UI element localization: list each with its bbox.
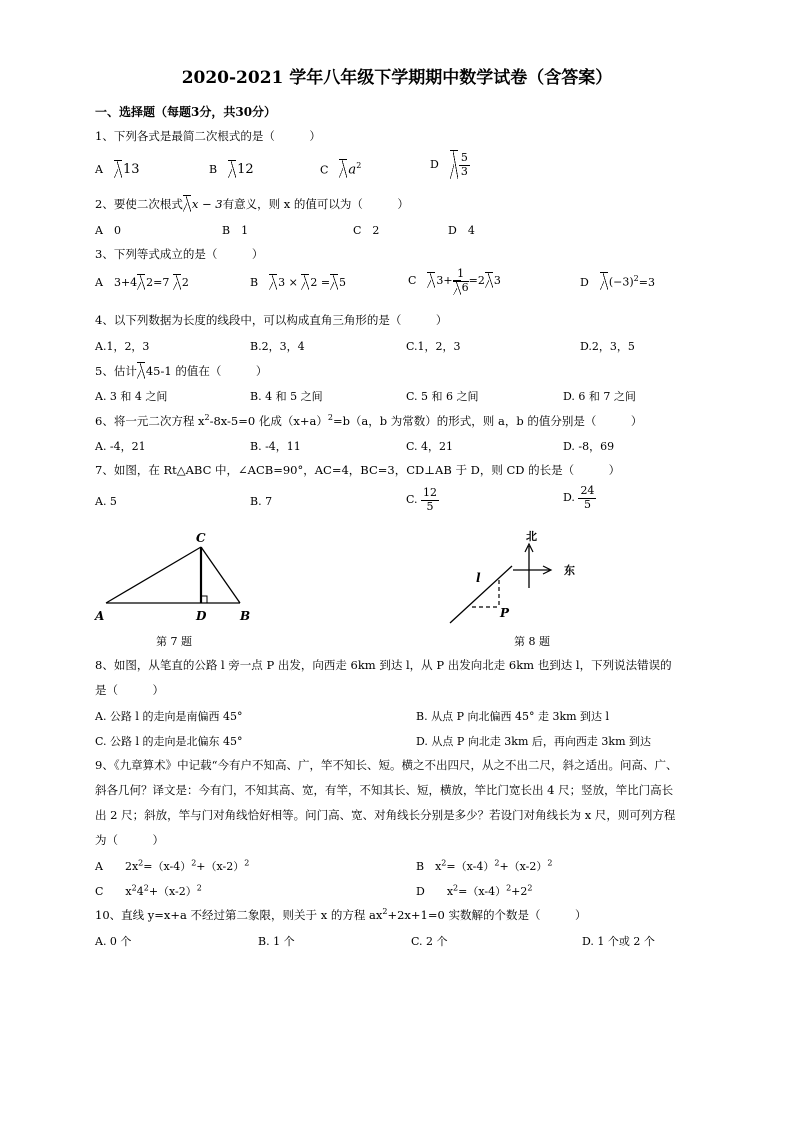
q9-option-d[interactable]: D $x^2=(x-4)^2+2^2$ [416,883,533,898]
q8-option-a[interactable]: A. 公路 l 的走向是南偏西 45° [95,710,243,723]
q4-option-c[interactable]: C.1，2，3 [406,340,461,353]
q7-option-c[interactable]: C. $\frac{12}{5}$ [406,486,438,513]
q3-option-d[interactable]: D $(-3)^2=3$ [580,274,655,289]
question-4: 4、以下列数据为长度的线段中，可以构成直角三角形的是（ ） [95,313,448,327]
question-8-line-2: 是（ ） [95,683,164,697]
question-9-line-2: 斜各几何？译文是：今有门，不知其高、宽，有竿，不知其长、短，横放，竿比门宽长出 4 尺；竖放，竿比门高长 [95,783,674,797]
q7-option-b[interactable]: B. 7 [250,495,273,508]
q10-option-a[interactable]: A. 0 个 [95,935,132,948]
q6-option-c[interactable]: C. 4，21 [406,440,454,453]
figure-7-triangle [90,526,260,626]
q2-option-b[interactable]: B 1 [222,224,249,237]
question-3: 3、下列等式成立的是（ ） [95,247,264,261]
q2-option-c[interactable]: C 2 [353,224,380,237]
q8-option-b[interactable]: B. 从点 P 向北偏西 45° 走 3km 到达 l [416,710,610,723]
q8-option-d[interactable]: D. 从点 P 向北走 3km 后，再向西走 3km 到达 [416,735,651,748]
q5-option-b[interactable]: B. 4 和 5 之间 [250,390,323,403]
side-ac [106,547,201,603]
q10-option-d[interactable]: D. 1 个或 2 个 [582,935,655,948]
q1-option-d[interactable]: D $\frac{5}{3}$ [430,151,468,178]
q3-option-a[interactable]: A 3+4 2=7 2 [95,276,189,289]
q10-option-c[interactable]: C. 2 个 [411,935,448,948]
q10-option-b[interactable]: B. 1 个 [258,935,295,948]
question-7: 7、如图，在 Rt△ABC 中，∠ACB=90°，AC=4，BC=3，CD⊥AB 于 D，则 CD 的长是（ ） [95,463,621,477]
question-1: 1、下列各式是最简二次根式的是（ ） [95,129,321,143]
question-5: 5、估计 45-1 的值在（ ） [95,364,268,378]
q1-option-a[interactable]: A 13 [95,162,140,177]
q8-option-c[interactable]: C. 公路 l 的走向是北偏东 45° [95,735,243,748]
q4-option-d[interactable]: D.2，3，5 [580,340,635,353]
q6-option-b[interactable]: B. -4，11 [250,440,301,453]
label-b: B [240,609,251,623]
q4-option-a[interactable]: A.1，2，3 [95,340,150,353]
q9-option-c[interactable]: C $x^24^2+(x-2)^2$ [95,883,202,898]
label-p: P [500,606,510,620]
label-d: D [196,609,207,623]
q7-option-d[interactable]: D. $\frac{24}{5}$ [563,484,595,511]
q5-option-c[interactable]: C. 5 和 6 之间 [406,390,479,403]
label-c: C [196,531,206,545]
figure-8-caption: 第 8 题 [514,635,550,648]
q4-option-b[interactable]: B.2，3，4 [250,340,305,353]
figure-8-compass [440,526,590,630]
question-8-line-1: 8、如图，从笔直的公路 l 旁一点 P 出发，向西走 6km 到达 l，从 P 出发向北走 6km 也到达 l，下列说法错误的 [95,658,672,672]
q9-option-a[interactable]: A $2x^2=(x-4)^2+(x-2)^2$ [95,858,250,873]
page-title: 2020-2021 学年八年级下学期期中数学试卷（含答案） [181,68,613,88]
q3-option-c[interactable]: C 3+ $\frac{1}{6}$ =2 3 [408,267,501,294]
question-9-line-3: 出 2 尺；斜放，竿与门对角线恰好相等。问门高、宽、对角线长分别是多少？若设门对角线长为 x 尺，则可列方程 [95,808,676,822]
q1-option-b[interactable]: B 12 [209,162,254,177]
q2-option-a[interactable]: A 0 [95,224,121,237]
question-10: 10、直线 y=x+a 不经过第二象限，则关于 x 的方程 $ax^2+2x+1=0$ 实数解的个数是（ ） [95,907,587,922]
label-east: 东 [564,564,575,577]
q2-option-d[interactable]: D 4 [448,224,475,237]
label-north: 北 [526,530,537,543]
q9-option-b[interactable]: B $x^2=(x-4)^2+(x-2)^2$ [416,858,553,873]
q3-option-b[interactable]: B 3 × 2 = 5 [250,276,347,289]
q5-option-a[interactable]: A. 3 和 4 之间 [95,390,168,403]
question-9-line-1: 9、《九章算术》中记载“今有户不知高、广，竿不知长、短。横之不出四尺，从之不出二尺，斜之适出。问高、广、 [95,758,678,772]
section-heading: 一、选择题（每题3分，共30分） [95,105,277,119]
label-a: A [95,609,105,623]
question-2: 2、要使二次根式 x − 3有意义，则 x 的值可以为（ ） [95,197,409,211]
q6-option-a[interactable]: A. -4，21 [95,440,146,453]
q7-option-a[interactable]: A. 5 [95,495,117,508]
q6-option-d[interactable]: D. -8，69 [563,440,615,453]
q5-option-d[interactable]: D. 6 和 7 之间 [563,390,636,403]
question-9-line-4: 为（ ） [95,833,164,847]
figure-7-caption: 第 7 题 [156,635,192,648]
question-6: 6、将一元二次方程 $x^2-8x-5=0$ 化成$(x+a)^2=b(a$，b 为常数）的形式，则 a，b 的值分别是（ ） [95,413,643,428]
side-bc [201,547,240,603]
label-l: l [476,571,481,585]
q1-option-c[interactable]: C $a^2$ [320,161,362,178]
